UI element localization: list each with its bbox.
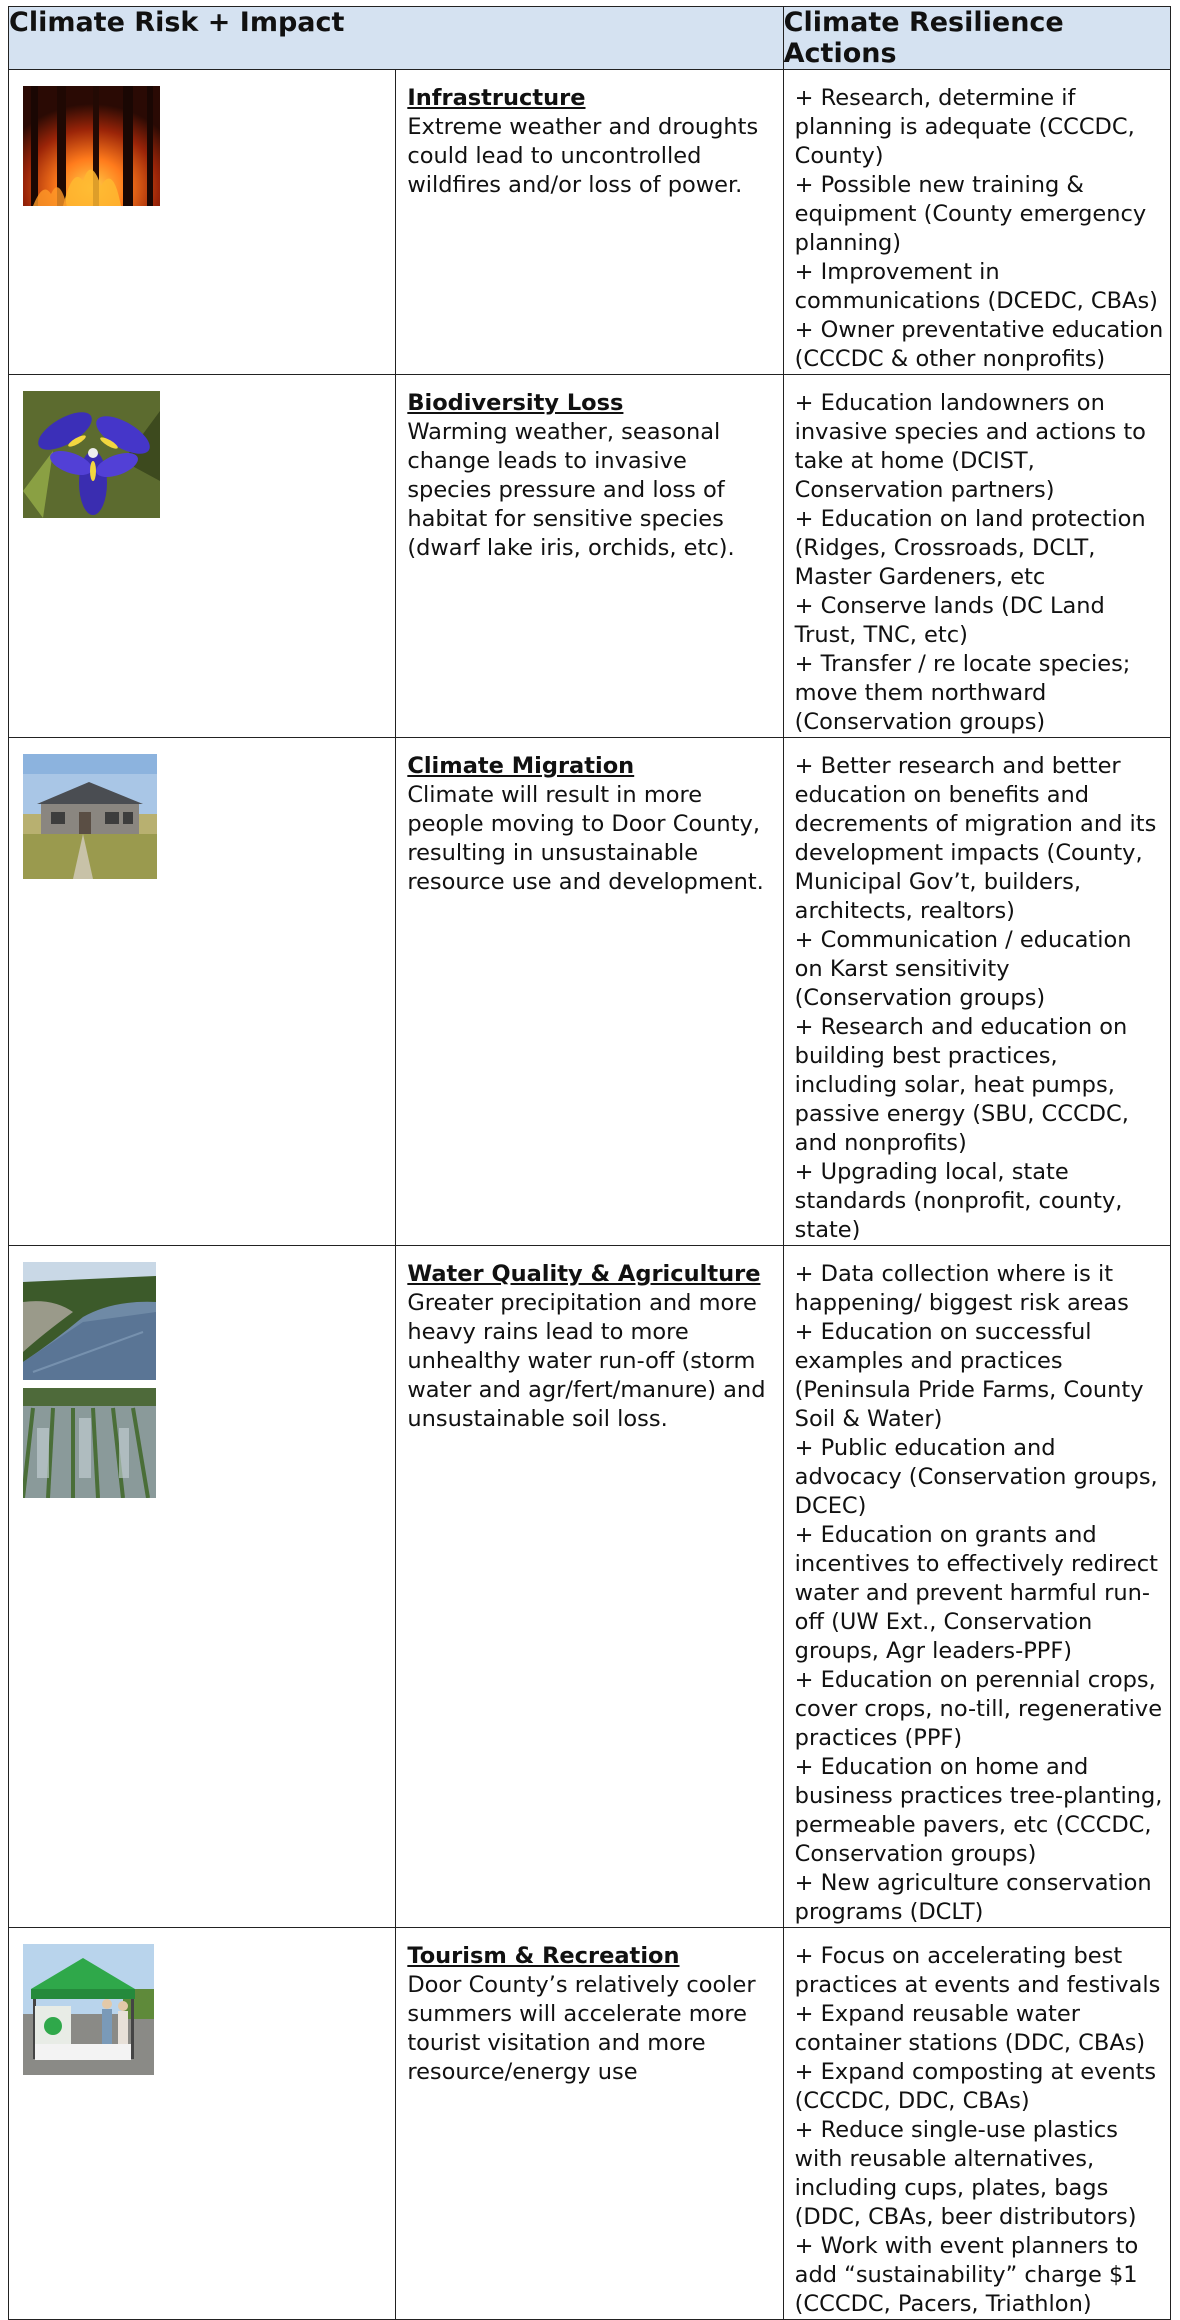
action-item: + Work with event planners to add “sustainability” charge $1 (CCCDC, Pacers, Triathlon) — [794, 2233, 1139, 2317]
table-row-biodiversity — [9, 375, 1171, 738]
actions-cell — [783, 1246, 1170, 1928]
action-item: + Education on land protection (Ridges, Crossroads, DCLT, Master Gardeners, etc — [794, 506, 1146, 590]
house-image — [23, 754, 395, 879]
table-row-water — [9, 1246, 1171, 1928]
image-cell — [9, 1928, 396, 2320]
image-cell — [9, 70, 396, 375]
actions-cell — [783, 375, 1170, 738]
risk-description: Extreme weather and droughts could lead to uncontrolled wildfires and/or loss of power. — [407, 114, 759, 198]
risk-title: Infrastructure — [407, 85, 586, 111]
image-cell — [9, 375, 396, 738]
header-row — [9, 7, 1171, 70]
risk-description: Warming weather, seasonal change leads to invasive species pressure and loss of habitat for sensitive species (dwarf lake iris, orchids, etc). — [407, 419, 735, 561]
action-item: + Improvement in communications (DCEDC, CBAs) — [794, 259, 1158, 314]
risk-cell — [396, 738, 783, 1246]
actions-cell — [783, 738, 1170, 1246]
actions-cell — [783, 70, 1170, 375]
action-item: + Research, determine if planning is adequate (CCCDC, County) — [794, 85, 1135, 169]
action-item: + Expand reusable water container stations (DDC, CBAs) — [794, 2001, 1146, 2056]
action-item: + Public education and advocacy (Conservation groups, DCEC) — [794, 1435, 1158, 1519]
action-item: + Upgrading local, state standards (nonprofit, county, state) — [794, 1159, 1123, 1243]
risk-description: Greater precipitation and more heavy rains lead to more unhealthy water run-off (storm water and agr/fert/manure) and unsustainable soil loss. — [407, 1290, 766, 1432]
risk-description: Door County’s relatively cooler summers will accelerate more tourist visitation and more resource/energy use — [407, 1972, 756, 2085]
action-item: + Better research and better education on benefits and decrements of migration and its development impacts (County, Municipal Gov’t, builders, architects, realtors) — [794, 753, 1157, 924]
actions-cell — [783, 1928, 1170, 2320]
action-item: + Communication / education on Karst sensitivity (Conservation groups) — [794, 927, 1132, 1011]
header-risk: Climate Risk + Impact — [9, 7, 784, 70]
image-cell — [9, 1246, 396, 1928]
risk-cell — [396, 70, 783, 375]
action-item: + Education on grants and incentives to effectively redirect water and prevent harmful run-off (UW Ext., Conservation groups, Agr leaders-PPF) — [794, 1522, 1158, 1664]
action-item: + Education on successful examples and practices (Peninsula Pride Farms, County Soil & Water) — [794, 1319, 1144, 1432]
risk-title: Water Quality & Agriculture — [407, 1261, 761, 1287]
action-item: + Education on perennial crops, cover crops, no-till, regenerative practices (PPF) — [794, 1667, 1163, 1751]
action-item: + Possible new training & equipment (County emergency planning) — [794, 172, 1147, 256]
action-item: + Expand composting at events (CCCDC, DDC, CBAs) — [794, 2059, 1157, 2114]
climate-table — [8, 6, 1171, 2320]
risk-description: Climate will result in more people moving to Door County, resulting in unsustainable resource use and development. — [407, 782, 764, 895]
header-actions: Climate Resilience Actions — [783, 7, 1170, 70]
risk-cell — [396, 375, 783, 738]
iris-flower-image — [23, 391, 395, 518]
table-row-migration — [9, 738, 1171, 1246]
action-item: + Reduce single-use plastics with reusable alternatives, including cups, plates, bags (DDC, CBAs, beer distributors) — [794, 2117, 1137, 2230]
action-item: + Conserve lands (DC Land Trust, TNC, etc) — [794, 593, 1105, 648]
wildfire-image — [23, 86, 395, 206]
risk-title: Tourism & Recreation — [407, 1943, 680, 1969]
table-row-infrastructure — [9, 70, 1171, 375]
image-cell — [9, 738, 396, 1246]
action-item: + Transfer / re locate species; move them northward (Conservation groups) — [794, 651, 1131, 735]
table-row-tourism — [9, 1928, 1171, 2320]
action-item: + Data collection where is it happening/ biggest risk areas — [794, 1261, 1129, 1316]
flooded-field-image — [23, 1388, 395, 1498]
action-item: + Education on home and business practices tree-planting, permeable pavers, etc (CCCDC, Conservation groups) — [794, 1754, 1163, 1867]
risk-title: Climate Migration — [407, 753, 635, 779]
risk-title: Biodiversity Loss — [407, 390, 624, 416]
event-tent-image — [23, 1944, 395, 2075]
action-item: + New agriculture conservation programs (DCLT) — [794, 1870, 1152, 1925]
action-item: + Research and education on building best practices, including solar, heat pumps, passive energy (SBU, CCCDC, and nonprofits) — [794, 1014, 1129, 1156]
action-item: + Education landowners on invasive species and actions to take at home (DCIST, Conservation partners) — [794, 390, 1146, 503]
shoreline-image — [23, 1262, 395, 1380]
risk-cell — [396, 1246, 783, 1928]
risk-cell — [396, 1928, 783, 2320]
action-item: + Owner preventative education (CCCDC & other nonprofits) — [794, 317, 1164, 372]
action-item: + Focus on accelerating best practices at events and festivals — [794, 1943, 1161, 1998]
